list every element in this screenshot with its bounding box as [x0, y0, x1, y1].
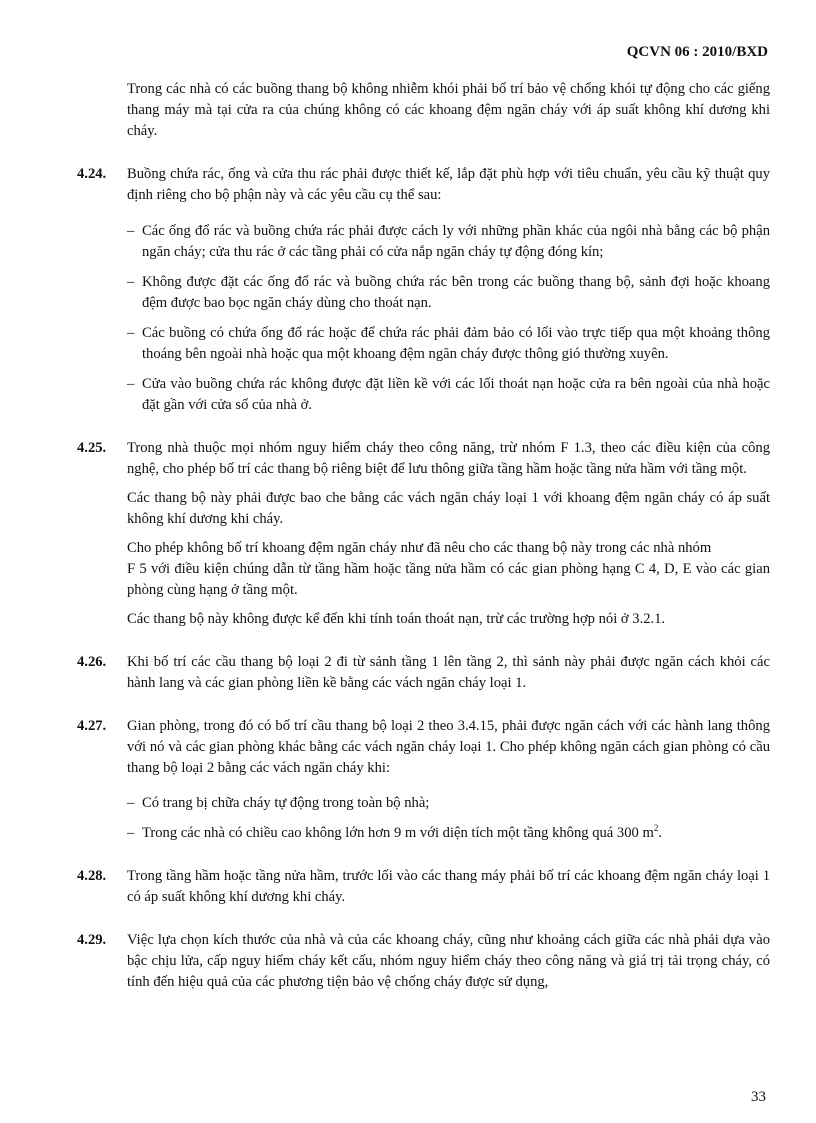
list-item: – Trong các nhà có chiều cao không lớn hơn 9 m với diện tích một tầng không quá 300 $m^2$. — [127, 823, 662, 842]
page-number: 33 — [751, 1089, 766, 1105]
section-paragraph: F 5 với điều kiện chúng dẫn từ tầng hầm hoặc tầng nửa hầm có các gian phòng hạng C 4, D, E vào các gian phòng cùng hạng ở tầng một. — [127, 560, 770, 598]
section-4-24 — [77, 164, 770, 416]
section-4-26 — [77, 652, 770, 694]
list-item: – Cửa vào buồng chứa rác không được đặt liền kề với các lối thoát nạn hoặc cửa ra bên ngoài của nhà hoặc đặt gần với cửa sổ của nhà ở. — [127, 375, 770, 413]
section-paragraph: Trong nhà thuộc mọi nhóm nguy hiểm cháy theo công năng, trừ nhóm F 1.3, theo các điều kiện của công nghệ, cho phép bố trí các thang bộ riêng biệt để lưu thông giữa tầng hầm hoặc tầng nửa hầm với tầng một. — [127, 439, 770, 477]
intro-paragraph: Trong các nhà có các buồng thang bộ không nhiễm khói phải bố trí bảo vệ chống khói tự động cho các giếng thang máy mà tại cửa ra của chúng không có các khoang đệm ngăn cháy với áp suất không khí dương khi cháy. — [127, 81, 770, 139]
bullet-list — [87, 221, 770, 416]
section-paragraph: Các thang bộ này không được kể đến khi tính toán thoát nạn, trừ các trường hợp nói ở 3.2.1. — [127, 610, 666, 627]
bullet-list — [87, 793, 770, 844]
section-number: 4.28. — [77, 868, 107, 885]
section-number: 4.25. — [77, 439, 107, 456]
section-4-29 — [77, 930, 770, 993]
section-paragraph: Buồng chứa rác, ống và cửa thu rác phải được thiết kế, lắp đặt phù hợp với tiêu chuẩn, yêu cầu kỹ thuật quy định riêng cho bộ phận này và các yêu cầu cụ thể sau: — [127, 166, 770, 203]
list-item: – Không được đặt các ống đổ rác và buồng chứa rác bên trong các buồng thang bộ, sảnh đợi hoặc khoang đệm được bao bọc ngăn cháy dùng cho thoát nạn. — [127, 273, 770, 311]
section-paragraph: Việc lựa chọn kích thước của nhà và của các khoang cháy, cũng như khoảng cách giữa các nhà phải dựa vào bậc chịu lửa, cấp nguy hiểm cháy kết cấu, nhóm nguy hiểm cháy theo công năng và giá trị tải trọng cháy, có tính đến hiệu quả của các phương tiện bảo vệ chống cháy được sử dụng, — [127, 932, 770, 991]
document-code-header: QCVN 06 : 2010/BXD — [626, 44, 768, 60]
section-paragraph: Cho phép không bố trí khoang đệm ngăn cháy như đã nêu cho các thang bộ này trong các nhà nhóm — [127, 539, 712, 556]
section-paragraph: Gian phòng, trong đó có bố trí cầu thang bộ loại 2 theo 3.4.15, phải được ngăn cách với các hành lang thông với nó và các gian phòng khác bằng các vách ngăn cháy loại 1. Cho phép không ngăn cách gian phòng có cầu thang bộ loại 2 bằng các vách ngăn cháy khi: — [127, 717, 770, 776]
section-paragraph: Khi bố trí các cầu thang bộ loại 2 đi từ sảnh tầng 1 lên tầng 2, thì sảnh này phải được ngăn cách khỏi các hành lang và các gian phòng liền kề bằng các vách ngăn cháy loại 1. — [127, 653, 770, 691]
section-paragraph: Các thang bộ này phải được bao che bằng các vách ngăn cháy loại 1 với khoang đệm ngăn cháy có áp suất không khí dương khi cháy. — [127, 489, 770, 527]
list-item: – Các buồng có chứa ống đổ rác hoặc để chứa rác phải đảm bảo có lối vào trực tiếp qua một khoảng thông thoáng bên ngoài nhà hoặc qua một khoang đệm ngăn cháy được thông gió thường xuyên. — [127, 324, 770, 362]
section-number: 4.26. — [77, 653, 107, 670]
list-item: – Các ống đổ rác và buồng chứa rác phải được cách ly với những phần khác của ngôi nhà bằng các bộ phận ngăn cháy; cửa thu rác ở các tầng phải có cửa nắp ngăn cháy tự động đóng kín; — [127, 222, 770, 260]
page-content — [77, 79, 770, 1001]
section-number: 4.24. — [77, 166, 107, 182]
section-paragraph: Trong tầng hầm hoặc tầng nửa hầm, trước lối vào các thang máy phải bố trí các khoang đệm ngăn cháy loại 1 có áp suất không khí dương khi cháy. — [127, 868, 770, 906]
section-4-27 — [77, 716, 770, 845]
section-4-28 — [77, 866, 770, 908]
section-4-25 — [77, 438, 770, 630]
section-number: 4.29. — [77, 932, 107, 949]
superscript: 2 — [653, 823, 659, 834]
list-item: – Có trang bị chữa cháy tự động trong toàn bộ nhà; — [127, 795, 430, 812]
section-number: 4.27. — [77, 717, 107, 734]
